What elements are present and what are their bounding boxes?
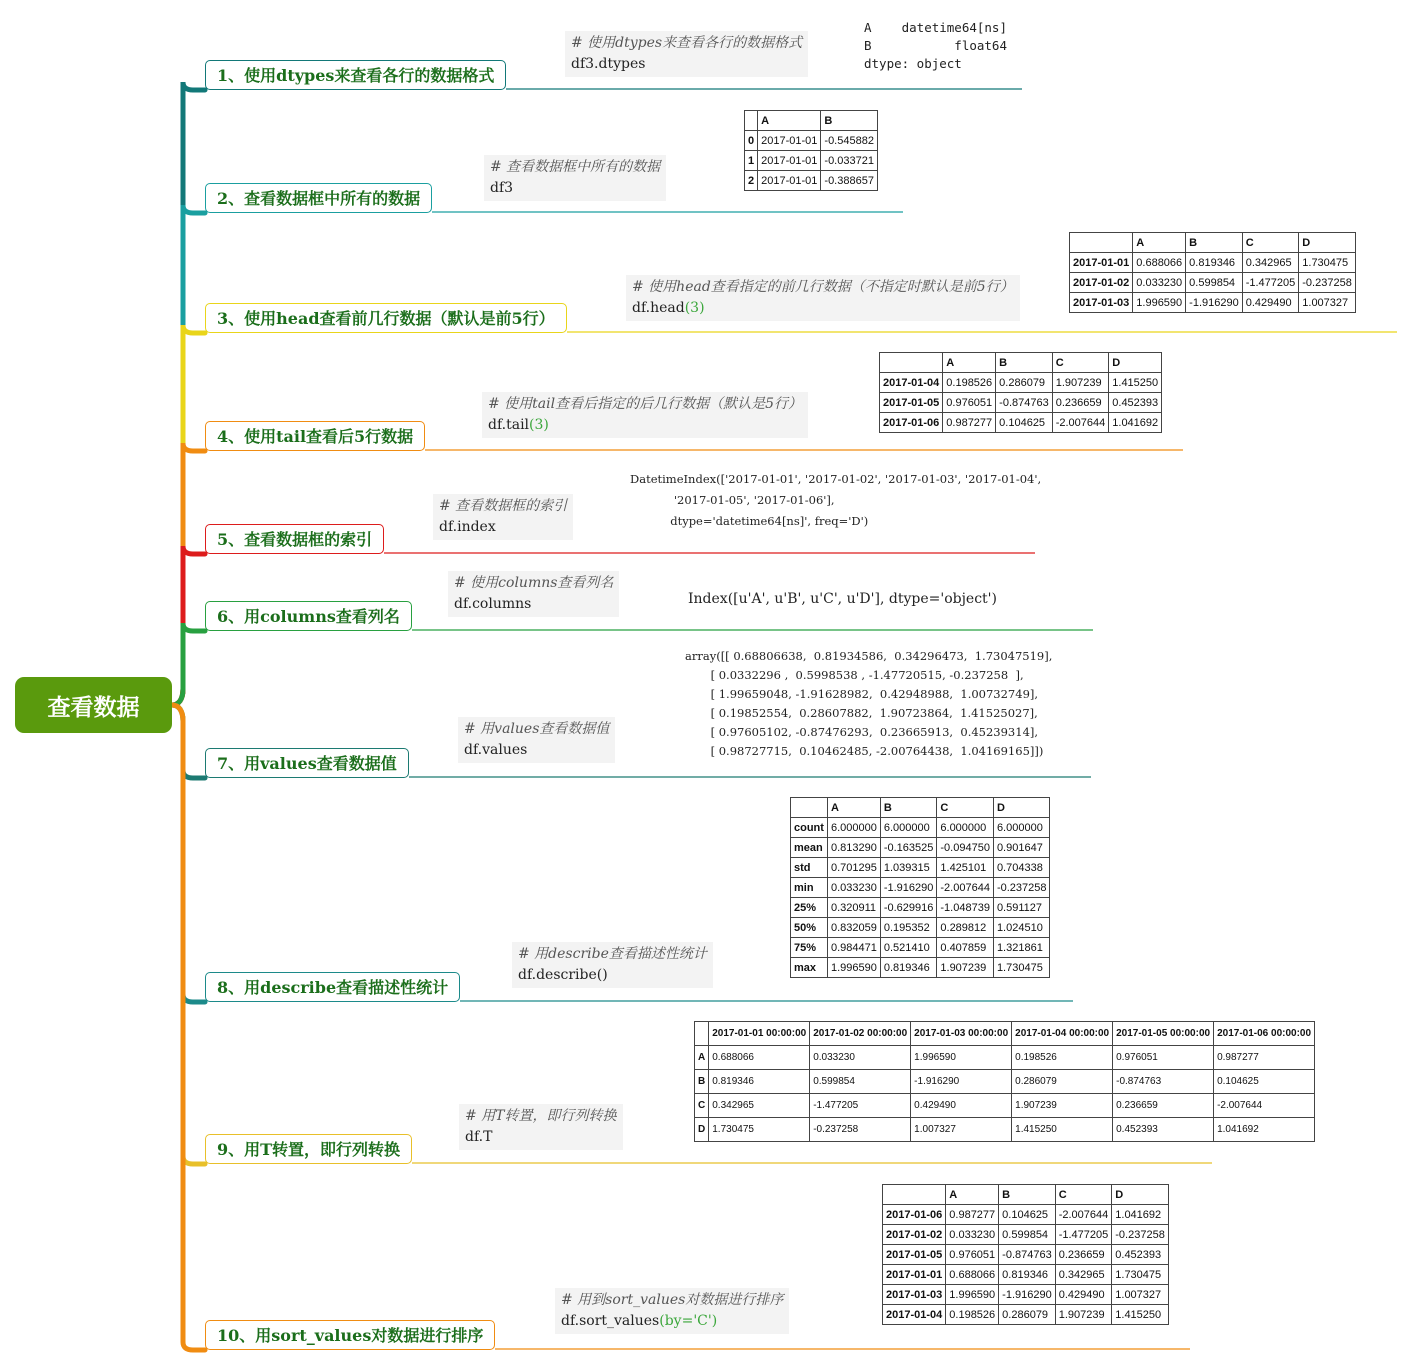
row-index: count	[791, 818, 828, 838]
table-cell: -0.163525	[880, 838, 937, 858]
column-header: 2017-01-02 00:00:00	[810, 1022, 911, 1046]
column-header: 2017-01-03 00:00:00	[911, 1022, 1012, 1046]
output-index	[630, 469, 1041, 532]
column-header: D	[1112, 1185, 1169, 1205]
table-cell: 0.033230	[946, 1225, 999, 1245]
row-index: A	[695, 1046, 709, 1070]
table-cell: 0.984471	[827, 938, 880, 958]
code-comment: # 查看数据框的索引	[439, 498, 568, 514]
table-row	[1070, 253, 1356, 273]
table-cell: 6.000000	[993, 818, 1050, 838]
table-cell: 1.730475	[1299, 253, 1356, 273]
code-line: df3.dtypes	[571, 56, 646, 72]
topic-label: 6、用columns查看列名	[217, 607, 400, 626]
root-node[interactable]	[15, 677, 172, 733]
output-columns	[688, 589, 997, 610]
table-cell: 0.104625	[996, 413, 1053, 433]
column-header: B	[996, 353, 1053, 373]
topic-tail[interactable]	[205, 421, 425, 451]
table-cell: 0.901647	[993, 838, 1050, 858]
table-row	[791, 938, 1050, 958]
column-header	[1070, 233, 1133, 253]
output-line: [ 0.0332296 , 0.5998538 , -1.47720515, -0.237258 ],	[685, 668, 1024, 682]
table-cell: -0.033721	[821, 151, 878, 171]
table-row	[745, 131, 878, 151]
column-header	[880, 353, 943, 373]
table-cell: 1.996590	[1133, 293, 1186, 313]
table-cell: -1.916290	[911, 1070, 1012, 1094]
table-cell: 0.701295	[827, 858, 880, 878]
table-cell: 0.987277	[1214, 1046, 1315, 1070]
column-header: A	[827, 798, 880, 818]
row-index: 2017-01-04	[883, 1305, 946, 1325]
code-snippet-sort-values	[555, 1288, 789, 1334]
table-cell: 0.452393	[1109, 393, 1162, 413]
table-cell: 0.819346	[999, 1265, 1056, 1285]
topic-transpose[interactable]	[205, 1134, 412, 1164]
topic-label: 9、用T转置，即行列转换	[217, 1140, 401, 1159]
table-cell: -1.477205	[1055, 1225, 1112, 1245]
table-cell: 0.198526	[1012, 1046, 1113, 1070]
branch-connector	[172, 443, 205, 705]
row-index: mean	[791, 838, 828, 858]
output-line: B float64	[864, 38, 1007, 53]
table-cell: 0.236659	[1113, 1094, 1214, 1118]
table-cell: 0.286079	[999, 1305, 1056, 1325]
table-cell: -1.916290	[1186, 293, 1243, 313]
topic-head[interactable]	[205, 303, 567, 333]
table-cell: 6.000000	[827, 818, 880, 838]
table-cell: -0.874763	[999, 1245, 1056, 1265]
code-comment: # 用T转置，即行列转换	[465, 1108, 617, 1124]
code-line: df.columns	[454, 596, 532, 612]
row-index: max	[791, 958, 828, 978]
column-header: A	[946, 1185, 999, 1205]
output-line: [ 1.99659048, -1.91628982, 0.42948988, 1.00732749],	[685, 687, 1039, 701]
code-line: df.tail	[488, 417, 530, 433]
column-header: 2017-01-05 00:00:00	[1113, 1022, 1214, 1046]
column-header: A	[1133, 233, 1186, 253]
code-snippet-df3	[484, 155, 666, 201]
code-comment: # 使用columns查看列名	[454, 575, 614, 591]
table-cell: -0.874763	[996, 393, 1053, 413]
dataframe-table-tail	[879, 352, 1162, 433]
table-cell: 0.688066	[709, 1046, 810, 1070]
table-cell: 0.286079	[996, 373, 1053, 393]
branch-connector	[172, 705, 205, 1164]
table-cell: 1.996590	[911, 1046, 1012, 1070]
table-cell: -0.874763	[1113, 1070, 1214, 1094]
output-line: [ 0.98727715, 0.10462485, -2.00764438, 1.04169165]])	[685, 744, 1044, 758]
row-index: 25%	[791, 898, 828, 918]
topic-label: 2、查看数据框中所有的数据	[217, 189, 421, 208]
branch-connector	[172, 705, 205, 1002]
table-cell: 1.907239	[1012, 1094, 1113, 1118]
table-cell: 0.819346	[880, 958, 937, 978]
table-cell: 1.041692	[1109, 413, 1162, 433]
table-cell: 1.024510	[993, 918, 1050, 938]
table-cell: 1.415250	[1109, 373, 1162, 393]
topic-label: 3、使用head查看前几行数据（默认是前5行）	[217, 309, 555, 328]
table-cell: 0.599854	[810, 1070, 911, 1094]
row-index: 2017-01-01	[1070, 253, 1133, 273]
code-snippet-values	[458, 717, 615, 763]
table-cell: -0.545882	[821, 131, 878, 151]
table-cell: 1.041692	[1214, 1118, 1315, 1142]
topic-label: 8、用describe查看描述性统计	[217, 978, 449, 997]
dataframe-table-describe	[790, 797, 1050, 978]
output-line: A datetime64[ns]	[864, 20, 1007, 35]
code-snippet-describe	[512, 942, 713, 988]
code-line: df.values	[464, 742, 528, 758]
table-cell: 0.033230	[810, 1046, 911, 1070]
output-line: dtype='datetime64[ns]', freq='D')	[630, 514, 869, 528]
table-cell: -2.007644	[1052, 413, 1109, 433]
row-index: 2017-01-04	[880, 373, 943, 393]
table-row	[791, 858, 1050, 878]
topic-label: 7、用values查看数据值	[217, 754, 397, 773]
table-cell: 0.819346	[1186, 253, 1243, 273]
output-line: array([[ 0.68806638, 0.81934586, 0.34296473, 1.73047519],	[685, 649, 1053, 663]
table-row	[791, 898, 1050, 918]
table-row	[791, 918, 1050, 938]
table-cell: 0.342965	[1055, 1265, 1112, 1285]
table-cell: -0.237258	[993, 878, 1050, 898]
topic-label: 4、使用tail查看后5行数据	[217, 427, 414, 446]
branch-connector	[172, 623, 205, 705]
table-cell: 1.996590	[827, 958, 880, 978]
column-header: B	[821, 111, 878, 131]
code-arg: (by='C')	[659, 1313, 718, 1329]
table-cell: 0.813290	[827, 838, 880, 858]
column-header	[791, 798, 828, 818]
table-header-row	[695, 1022, 1315, 1046]
table-cell: 0.320911	[827, 898, 880, 918]
branch-connector	[172, 705, 205, 778]
table-cell: 0.429490	[1242, 293, 1299, 313]
code-arg: (3)	[684, 300, 705, 316]
topic-sort-values[interactable]	[205, 1320, 495, 1350]
column-header: 2017-01-06 00:00:00	[1214, 1022, 1315, 1046]
code-comment: # 用describe查看描述性统计	[518, 946, 707, 962]
row-index: 2017-01-03	[883, 1285, 946, 1305]
table-cell: 1.907239	[1052, 373, 1109, 393]
table-row	[745, 151, 878, 171]
branch-connector	[172, 546, 205, 705]
dataframe-table-transpose	[694, 1021, 1315, 1142]
table-header-row	[880, 353, 1162, 373]
code-snippet-transpose	[459, 1104, 623, 1150]
column-header	[883, 1185, 946, 1205]
row-index: 50%	[791, 918, 828, 938]
output-line: [ 0.97605102, -0.87476293, 0.23665913, 0.45239314],	[685, 725, 1039, 739]
table-cell: 0.033230	[827, 878, 880, 898]
table-row	[883, 1225, 1169, 1245]
column-header: A	[943, 353, 996, 373]
row-index: 2017-01-02	[1070, 273, 1133, 293]
table-cell: -0.237258	[810, 1118, 911, 1142]
table-row	[880, 393, 1162, 413]
topic-describe[interactable]	[205, 972, 460, 1002]
column-header: 2017-01-01 00:00:00	[709, 1022, 810, 1046]
output-line: DatetimeIndex(['2017-01-01', '2017-01-02', '2017-01-03', '2017-01-04',	[630, 472, 1042, 486]
table-header-row	[883, 1185, 1169, 1205]
table-header-row	[1070, 233, 1356, 253]
topic-columns[interactable]	[205, 601, 412, 631]
table-row	[745, 171, 878, 191]
code-comment: # 使用dtypes来查看各行的数据格式	[571, 35, 803, 51]
table-cell: 6.000000	[880, 818, 937, 838]
table-row	[695, 1118, 1315, 1142]
table-cell: -2.007644	[1214, 1094, 1315, 1118]
topic-label: 5、查看数据框的索引	[217, 530, 373, 549]
dataframe-table-df3	[744, 110, 878, 191]
row-index: B	[695, 1070, 709, 1094]
table-cell: -0.237258	[1299, 273, 1356, 293]
table-cell: 0.976051	[943, 393, 996, 413]
table-cell: 1.730475	[709, 1118, 810, 1142]
table-cell: 0.236659	[1052, 393, 1109, 413]
table-cell: 1.415250	[1112, 1305, 1169, 1325]
table-cell: 1.425101	[937, 858, 994, 878]
table-row	[695, 1046, 1315, 1070]
table-cell: 0.591127	[993, 898, 1050, 918]
row-index: 2017-01-06	[880, 413, 943, 433]
table-cell: 0.407859	[937, 938, 994, 958]
table-row	[791, 878, 1050, 898]
table-row	[695, 1070, 1315, 1094]
output-line: '2017-01-05', '2017-01-06'],	[630, 493, 835, 507]
code-line: df.index	[439, 519, 496, 535]
table-row	[695, 1094, 1315, 1118]
topic-view-all-data[interactable]	[205, 183, 432, 213]
table-cell: 0.429490	[1055, 1285, 1112, 1305]
table-cell: 1.041692	[1112, 1205, 1169, 1225]
column-header	[695, 1022, 709, 1046]
column-header: B	[1186, 233, 1243, 253]
table-row	[1070, 293, 1356, 313]
row-index: 2017-01-06	[883, 1205, 946, 1225]
table-header-row	[745, 111, 878, 131]
table-row	[791, 818, 1050, 838]
table-cell: 0.599854	[1186, 273, 1243, 293]
table-cell: 1.730475	[1112, 1265, 1169, 1285]
code-line: df.describe()	[518, 967, 608, 983]
table-cell: 0.236659	[1055, 1245, 1112, 1265]
column-header: B	[999, 1185, 1056, 1205]
root-label: 查看数据	[47, 694, 140, 721]
row-index: C	[695, 1094, 709, 1118]
table-cell: 0.819346	[709, 1070, 810, 1094]
table-cell: 0.976051	[1113, 1046, 1214, 1070]
code-snippet-tail	[482, 392, 808, 438]
table-cell: 0.286079	[1012, 1070, 1113, 1094]
table-cell: 0.104625	[999, 1205, 1056, 1225]
table-cell: 1.007327	[1299, 293, 1356, 313]
column-header: 2017-01-04 00:00:00	[1012, 1022, 1113, 1046]
table-cell: 0.289812	[937, 918, 994, 938]
branch-connector	[172, 705, 205, 1350]
table-cell: 0.198526	[943, 373, 996, 393]
table-cell: 0.987277	[943, 413, 996, 433]
table-row	[1070, 273, 1356, 293]
code-snippet-columns	[448, 571, 619, 617]
row-index: 2017-01-02	[883, 1225, 946, 1245]
row-index: 75%	[791, 938, 828, 958]
table-cell: 0.704338	[993, 858, 1050, 878]
column-header: C	[1242, 233, 1299, 253]
table-header-row	[791, 798, 1050, 818]
column-header: D	[993, 798, 1050, 818]
table-cell: 0.198526	[946, 1305, 999, 1325]
row-index: 2017-01-03	[1070, 293, 1133, 313]
row-index: 1	[745, 151, 758, 171]
table-cell: 0.688066	[946, 1265, 999, 1285]
table-cell: 0.688066	[1133, 253, 1186, 273]
table-cell: -2.007644	[937, 878, 994, 898]
table-cell: -1.477205	[1242, 273, 1299, 293]
code-snippet-head	[626, 275, 1020, 321]
table-cell: 2017-01-01	[758, 151, 821, 171]
table-row	[883, 1265, 1169, 1285]
table-cell: 0.342965	[1242, 253, 1299, 273]
table-row	[791, 838, 1050, 858]
code-comment: # 用values查看数据值	[464, 721, 610, 737]
code-line: df.sort_values	[561, 1313, 660, 1329]
table-cell: -0.094750	[937, 838, 994, 858]
column-header	[745, 111, 758, 131]
topic-label: 1、使用dtypes来查看各行的数据格式	[217, 66, 495, 85]
table-cell: -0.237258	[1112, 1225, 1169, 1245]
code-snippet-dtypes	[565, 31, 808, 77]
output-values	[685, 647, 1052, 761]
code-comment: # 使用head查看指定的前几行数据（不指定时默认是前5行）	[632, 279, 1014, 295]
row-index: 2017-01-01	[883, 1265, 946, 1285]
code-comment: # 用到sort_values对数据进行排序	[561, 1292, 784, 1308]
branch-connector	[172, 82, 205, 705]
column-header: D	[1109, 353, 1162, 373]
table-cell: 6.000000	[937, 818, 994, 838]
row-index: 2017-01-05	[883, 1245, 946, 1265]
column-header: C	[1052, 353, 1109, 373]
table-cell: 0.452393	[1112, 1245, 1169, 1265]
topic-values[interactable]	[205, 748, 409, 778]
table-cell: 2017-01-01	[758, 131, 821, 151]
table-cell: 0.342965	[709, 1094, 810, 1118]
table-row	[883, 1305, 1169, 1325]
output-line: Index([u'A', u'B', u'C', u'D'], dtype='object')	[688, 591, 997, 607]
table-cell: 0.104625	[1214, 1070, 1315, 1094]
table-cell: 0.976051	[946, 1245, 999, 1265]
code-line: df.T	[465, 1129, 493, 1145]
table-row	[880, 373, 1162, 393]
row-index: min	[791, 878, 828, 898]
row-index: D	[695, 1118, 709, 1142]
table-row	[880, 413, 1162, 433]
table-cell: 0.033230	[1133, 273, 1186, 293]
row-index: 2	[745, 171, 758, 191]
table-cell: 0.987277	[946, 1205, 999, 1225]
table-cell: 1.321861	[993, 938, 1050, 958]
dataframe-table-sorted	[882, 1184, 1169, 1325]
code-comment: # 使用tail查看后指定的后几行数据（默认是5行）	[488, 396, 803, 412]
code-arg: (3)	[529, 417, 549, 433]
table-row	[883, 1205, 1169, 1225]
table-cell: -1.916290	[880, 878, 937, 898]
topic-dtypes[interactable]	[205, 60, 506, 90]
output-dtypes	[864, 19, 1007, 73]
column-header: C	[937, 798, 994, 818]
code-snippet-index	[433, 494, 573, 540]
table-cell: 1.007327	[1112, 1285, 1169, 1305]
table-cell: 0.599854	[999, 1225, 1056, 1245]
branch-connector	[172, 325, 205, 705]
table-cell: -1.477205	[810, 1094, 911, 1118]
row-index: 2017-01-05	[880, 393, 943, 413]
table-cell: 0.195352	[880, 918, 937, 938]
table-cell: 1.996590	[946, 1285, 999, 1305]
table-row	[791, 958, 1050, 978]
table-cell: 1.907239	[1055, 1305, 1112, 1325]
table-cell: 0.429490	[911, 1094, 1012, 1118]
table-cell: 1.039315	[880, 858, 937, 878]
table-row	[883, 1245, 1169, 1265]
table-cell: -2.007644	[1055, 1205, 1112, 1225]
topic-index[interactable]	[205, 524, 384, 554]
row-index: std	[791, 858, 828, 878]
table-cell: 1.907239	[937, 958, 994, 978]
table-cell: -1.048739	[937, 898, 994, 918]
column-header: A	[758, 111, 821, 131]
table-cell: 0.521410	[880, 938, 937, 958]
table-cell: -0.388657	[821, 171, 878, 191]
row-index: 0	[745, 131, 758, 151]
table-row	[883, 1285, 1169, 1305]
table-cell: 0.452393	[1113, 1118, 1214, 1142]
table-cell: -0.629916	[880, 898, 937, 918]
dataframe-table-head	[1069, 232, 1356, 313]
output-line: [ 0.19852554, 0.28607882, 1.90723864, 1.41525027],	[685, 706, 1038, 720]
table-cell: 2017-01-01	[758, 171, 821, 191]
output-line: dtype: object	[864, 56, 962, 71]
table-cell: 1.415250	[1012, 1118, 1113, 1142]
table-cell: 1.007327	[911, 1118, 1012, 1142]
code-comment: # 查看数据框中所有的数据	[490, 159, 661, 175]
column-header: B	[880, 798, 937, 818]
table-cell: -1.916290	[999, 1285, 1056, 1305]
code-line: df3	[490, 180, 514, 196]
topic-label: 10、用sort_values对数据进行排序	[217, 1326, 484, 1345]
column-header: C	[1055, 1185, 1112, 1205]
table-cell: 0.832059	[827, 918, 880, 938]
column-header: D	[1299, 233, 1356, 253]
table-cell: 1.730475	[993, 958, 1050, 978]
code-line: df.head	[632, 300, 685, 316]
